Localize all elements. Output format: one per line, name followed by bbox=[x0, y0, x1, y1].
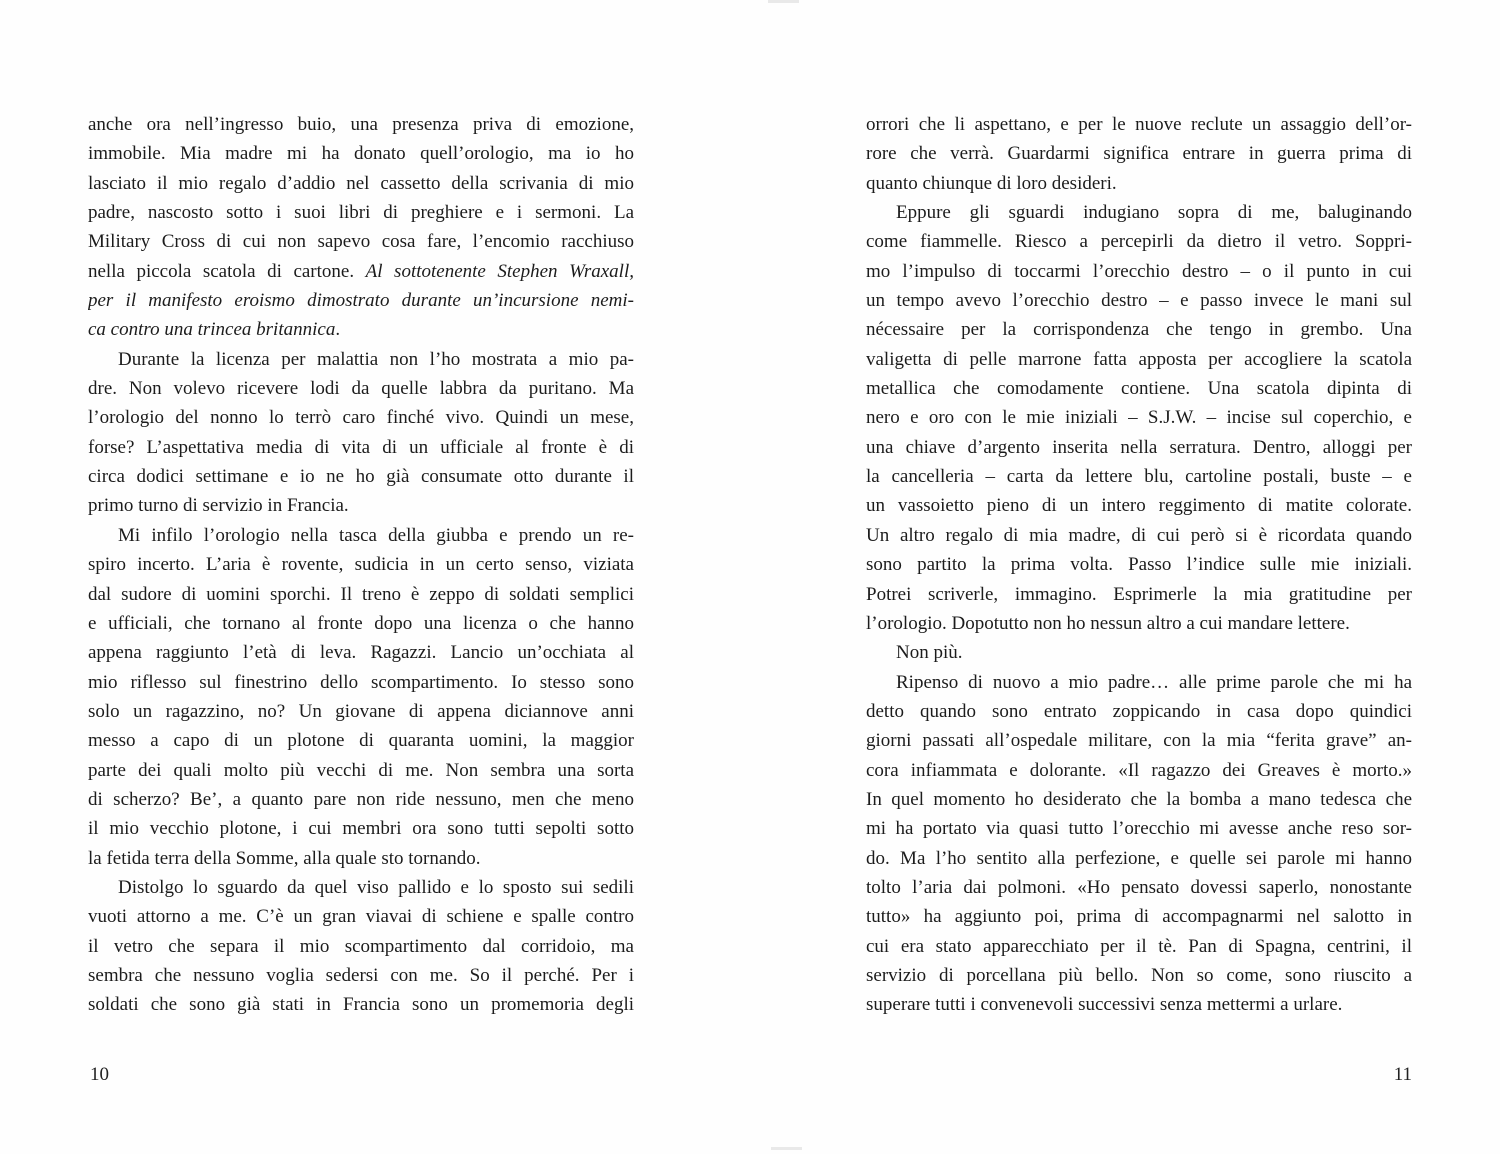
text-run: dal sudore di uomini sporchi. Il treno è zeppo di soldati semplici bbox=[88, 583, 634, 605]
text-line bbox=[88, 198, 634, 227]
text-line bbox=[88, 374, 634, 403]
text-run: Non più. bbox=[896, 642, 963, 664]
text-run: . bbox=[335, 319, 341, 341]
text-run: il mio vecchio plotone, i cui membri ora sono tutti sepolti sotto bbox=[88, 818, 634, 840]
text-run: di scherzo? Be’, a quanto pare non ride nessuno, men che meno bbox=[88, 788, 634, 810]
text-run: quanto chiunque di loro desideri. bbox=[866, 172, 1117, 194]
text-line bbox=[866, 374, 1412, 403]
text-line bbox=[88, 462, 634, 491]
text-run: circa dodici settimane e io ne ho già consumate otto durante il bbox=[88, 466, 634, 488]
text-run: cui era stato apparecchiato per il tè. Pan di Spagna, centrini, il bbox=[866, 935, 1412, 957]
text-line bbox=[866, 403, 1412, 432]
text-run: immobile. Mia madre mi ha donato quell’orologio, ma io ho bbox=[88, 143, 634, 165]
text-line bbox=[866, 345, 1412, 374]
text-line bbox=[866, 110, 1412, 139]
text-line bbox=[88, 403, 634, 432]
text-run: Eppure gli sguardi indugiano sopra di me, baluginando bbox=[896, 202, 1412, 224]
italic-run: per il manifesto eroismo dimostrato durante un’incursione nemi- bbox=[88, 290, 634, 312]
text-run: anche ora nell’ingresso buio, una presenza priva di emozione, bbox=[88, 114, 634, 135]
paragraph bbox=[88, 873, 634, 1020]
text-run: la cancelleria – carta da lettere blu, cartoline postali, buste – e bbox=[866, 466, 1412, 488]
italic-run: ca contro una trincea britannica bbox=[88, 319, 336, 341]
text-run: l’orologio del nonno lo terrò caro finché vivo. Quindi un mese, bbox=[88, 407, 634, 429]
paragraph bbox=[88, 521, 634, 873]
text-line bbox=[866, 198, 1412, 227]
text-line bbox=[866, 785, 1412, 814]
text-line bbox=[866, 491, 1412, 520]
text-line bbox=[866, 550, 1412, 579]
text-line bbox=[88, 345, 634, 374]
text-line bbox=[866, 580, 1412, 609]
text-run: nécessaire per la corrispondenza che tengo in grembo. Una bbox=[866, 319, 1412, 341]
text-run: tolto l’aria dai polmoni. «Ho pensato dovessi saperlo, nonostante bbox=[866, 876, 1412, 898]
text-run: lasciato il mio regalo d’addio nel cassetto della scrivania di mio bbox=[88, 172, 634, 194]
text-line bbox=[866, 990, 1412, 1019]
text-run: Potrei scriverle, immagino. Esprimerle la mia gratitudine per bbox=[866, 583, 1412, 605]
left-page-text-block bbox=[88, 110, 634, 1020]
text-line bbox=[88, 227, 634, 256]
text-run: Distolgo lo sguardo da quel viso pallido e lo sposto sui sedili bbox=[118, 876, 634, 898]
text-run: orrori che li aspettano, e per le nuove reclute un assaggio dell’or- bbox=[866, 114, 1412, 135]
text-line bbox=[866, 873, 1412, 902]
text-run: Ripenso di nuovo a mio padre… alle prime parole che mi ha bbox=[896, 671, 1412, 693]
paragraph bbox=[866, 668, 1412, 1020]
text-run: cora infiammata e dolorante. «Il ragazzo dei Greaves è morto.» bbox=[866, 759, 1412, 781]
text-run: soldati che sono già stati in Francia sono un promemoria degli bbox=[88, 994, 634, 1016]
text-run: giorni passati all’ospedale militare, con la mia “ferita grave” an- bbox=[866, 730, 1412, 752]
text-line bbox=[88, 961, 634, 990]
text-run: servizio di porcellana più bello. Non so come, sono riuscito a bbox=[866, 964, 1412, 986]
page-number-left: 10 bbox=[90, 1064, 109, 1085]
text-line bbox=[866, 227, 1412, 256]
text-line bbox=[88, 521, 634, 550]
text-run: sembra che nessuno voglia sedersi con me. So il perché. Per i bbox=[88, 964, 634, 986]
text-line bbox=[88, 990, 634, 1019]
text-line bbox=[88, 726, 634, 755]
text-line bbox=[866, 462, 1412, 491]
text-line bbox=[866, 961, 1412, 990]
text-run: mi ha portato via quasi tutto l’orecchio mi avesse anche reso sor- bbox=[866, 818, 1412, 840]
paragraph bbox=[88, 110, 634, 345]
text-run: detto quando sono entrato zoppicando in casa dopo quindici bbox=[866, 700, 1412, 722]
text-run: valigetta di pelle marrone fatta apposta per accogliere la scatola bbox=[866, 348, 1412, 370]
text-line bbox=[88, 580, 634, 609]
text-line bbox=[88, 814, 634, 843]
text-run: il vetro che separa il mio scompartimento dal corridoio, ma bbox=[88, 935, 634, 957]
text-line bbox=[88, 873, 634, 902]
text-run: mio riflesso sul finestrino dello scompartimento. Io stesso sono bbox=[88, 671, 634, 693]
text-run: forse? L’aspettativa media di vita di un ufficiale al fronte è di bbox=[88, 436, 634, 458]
text-line bbox=[88, 932, 634, 961]
text-line bbox=[866, 814, 1412, 843]
text-line bbox=[88, 257, 634, 286]
text-line bbox=[866, 932, 1412, 961]
text-run: e ufficiali, che tornano al fronte dopo una licenza o che hanno bbox=[88, 612, 634, 634]
text-run: la fetida terra della Somme, alla quale sto tornando. bbox=[88, 847, 481, 869]
text-line bbox=[866, 726, 1412, 755]
text-run: metallica che comodamente contiene. Una scatola dipinta di bbox=[866, 378, 1412, 400]
text-line bbox=[88, 668, 634, 697]
text-line bbox=[88, 433, 634, 462]
text-line bbox=[866, 902, 1412, 931]
text-line bbox=[866, 433, 1412, 462]
text-line bbox=[866, 638, 1412, 667]
text-line bbox=[866, 286, 1412, 315]
text-run: Durante la licenza per malattia non l’ho mostrata a mio pa- bbox=[118, 348, 634, 370]
text-line bbox=[866, 756, 1412, 785]
text-line bbox=[88, 697, 634, 726]
text-line bbox=[88, 609, 634, 638]
text-run: un vassoietto pieno di un intero reggimento di matite colorate. bbox=[866, 495, 1412, 517]
text-run: primo turno di servizio in Francia. bbox=[88, 495, 349, 517]
page-number-right: 11 bbox=[1393, 1064, 1412, 1085]
text-run: do. Ma l’ho sentito alla perfezione, e quelle sei parole mi hanno bbox=[866, 847, 1412, 869]
text-run: Mi infilo l’orologio nella tasca della giubba e prendo un re- bbox=[118, 524, 634, 546]
text-line bbox=[866, 139, 1412, 168]
text-run: spiro incerto. L’aria è rovente, sudicia in un certo senso, viziata bbox=[88, 554, 634, 576]
text-run: una chiave d’argento inserita nella serratura. Dentro, alloggi per bbox=[866, 436, 1412, 458]
text-line bbox=[88, 110, 634, 139]
paragraph bbox=[88, 345, 634, 521]
text-line bbox=[88, 638, 634, 667]
text-run: mo l’impulso di toccarmi l’orecchio destro – o il punto in cui bbox=[866, 260, 1412, 282]
scan-artifact-bottom bbox=[771, 1147, 802, 1150]
text-line bbox=[866, 844, 1412, 873]
text-run: parte dei quali molto più vecchi di me. Non sembra una sorta bbox=[88, 759, 634, 781]
text-line bbox=[88, 315, 634, 344]
text-line bbox=[866, 668, 1412, 697]
text-line bbox=[866, 169, 1412, 198]
text-line bbox=[866, 521, 1412, 550]
text-line bbox=[866, 609, 1412, 638]
text-run: dre. Non volevo ricevere lodi da quelle labbra da puritano. Ma bbox=[88, 378, 634, 400]
text-run: un tempo avevo l’orecchio destro – e passo invece le mani sul bbox=[866, 290, 1412, 312]
text-line bbox=[88, 902, 634, 931]
text-line bbox=[88, 491, 634, 520]
text-run: nero e oro con le mie iniziali – S.J.W. – incise sul coperchio, e bbox=[866, 407, 1412, 429]
paragraph bbox=[866, 198, 1412, 638]
text-run: rore che verrà. Guardarmi significa entrare in guerra prima di bbox=[866, 143, 1412, 165]
text-line bbox=[88, 169, 634, 198]
text-run: appena raggiunto l’età di leva. Ragazzi. Lancio un’occhiata al bbox=[88, 642, 634, 664]
text-run: tutto» ha aggiunto poi, prima di accompagnarmi nel salotto in bbox=[866, 906, 1412, 928]
text-line bbox=[866, 257, 1412, 286]
text-run: Military Cross di cui non sapevo cosa fare, l’encomio racchiuso bbox=[88, 231, 634, 253]
text-line bbox=[88, 550, 634, 579]
text-run: superare tutti i convenevoli successivi senza mettermi a urlare. bbox=[866, 994, 1343, 1016]
text-line bbox=[866, 315, 1412, 344]
italic-run: Al sottotenente Stephen Wraxall, bbox=[365, 260, 634, 282]
text-run: l’orologio. Dopotutto non ho nessun altro a cui mandare lettere. bbox=[866, 612, 1350, 634]
paragraph bbox=[866, 110, 1412, 198]
text-line bbox=[88, 785, 634, 814]
text-run: come fiammelle. Riesco a percepirli da dietro il vetro. Soppri- bbox=[866, 231, 1412, 253]
text-run: Un altro regalo di mia madre, di cui però si è ricordata quando bbox=[866, 524, 1412, 546]
text-run: In quel momento ho desiderato che la bomba a mano tedesca che bbox=[866, 788, 1412, 810]
text-run: solo un ragazzino, no? Un giovane di appena diciannove anni bbox=[88, 700, 634, 722]
text-line bbox=[88, 139, 634, 168]
text-run: nella piccola scatola di cartone. bbox=[88, 260, 366, 282]
text-line bbox=[88, 286, 634, 315]
text-run: vuoti attorno a me. C’è un gran viavai di schiene e spalle contro bbox=[88, 906, 634, 928]
text-run: sono partito la prima volta. Passo l’indice sulle mie iniziali. bbox=[866, 554, 1412, 576]
scan-artifact-top bbox=[768, 0, 799, 3]
paragraph bbox=[866, 638, 1412, 667]
text-line bbox=[88, 756, 634, 785]
text-line bbox=[866, 697, 1412, 726]
text-run: padre, nascosto sotto i suoi libri di preghiere e i sermoni. La bbox=[88, 202, 634, 224]
text-line bbox=[88, 844, 634, 873]
text-run: messo a capo di un plotone di quaranta uomini, la maggior bbox=[88, 730, 634, 752]
right-page-text-block bbox=[866, 110, 1412, 1020]
